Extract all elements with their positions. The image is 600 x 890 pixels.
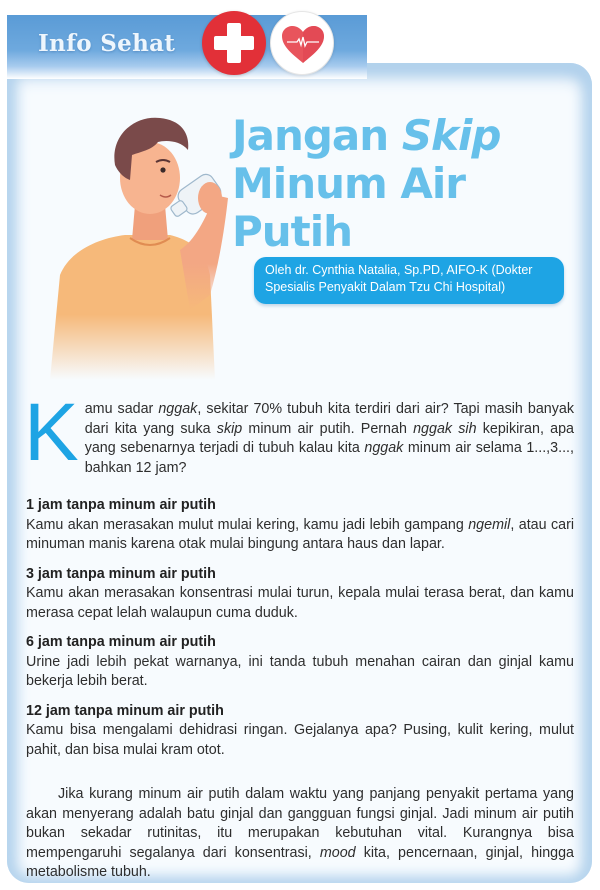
intro-paragraph: Kamu sadar nggak, sekitar 70% tubuh kita terdiri dari air? Tapi masih banyak dari kita yang suka skip minum air putih. Pernah nggak sih kepikiran, apa yang sebenarnya terjadi di tubuh kalau kita nggak minum air selama 1...,3..., bahkan 12 jam? xyxy=(24,387,574,478)
article-title: Jangan Skip Minum Air Putih xyxy=(232,111,501,256)
drop-cap: K xyxy=(24,387,79,478)
heart-pulse-icon xyxy=(270,11,334,75)
section-label: Info Sehat xyxy=(38,30,176,57)
section-body: Urine jadi lebih pekat warnanya, ini tanda tubuh menahan cairan dan ginjal kamu bekerja lebih berat. xyxy=(26,653,574,689)
section-heading: 3 jam tanpa minum air putih xyxy=(26,565,216,582)
section-body: Kamu akan merasakan konsentrasi mulai turun, kepala mulai terasa berat, dan kamu merasa cepat lelah walaupun cuma duduk. xyxy=(26,585,574,621)
section-heading: 1 jam tanpa minum air putih xyxy=(26,497,216,513)
closing-paragraph: Jika kurang minum air putih dalam waktu yang panjang penyakit pertama yang akan menyerang adalah batu ginjal dan gangguan fungsi ginjal. Jadi minum air putih bukan sekadar rutinitas, itu merupakan kebutuhan vital. Kurangnya bisa mempengaruhi segalanya dari konsentrasi, mood kita, pencernaan, ginjal, hingga metabolisme tubuh. xyxy=(26,786,575,880)
section-body: Kamu bisa mengalami dehidrasi ringan. Gejalanya apa? Pusing, kulit kering, mulut pahit, dan bisa mulai kram otot. xyxy=(26,722,574,758)
section-12-hours xyxy=(26,702,574,761)
article-body xyxy=(24,387,575,883)
section-body: Kamu akan merasakan mulut mulai kering, kamu jadi lebih gampang ngemil, atau cari minuman manis karena otak mulai bingung antara haus dan lapar. xyxy=(26,516,575,552)
section-6-hours xyxy=(26,633,574,692)
medical-cross-icon xyxy=(202,11,266,75)
author-byline: Oleh dr. Cynthia Natalia, Sp.PD, AIFO-K (Dokter Spesialis Penyakit Dalam Tzu Chi Hospital) xyxy=(254,257,564,304)
man-drinking-water-illustration xyxy=(40,110,260,380)
section-heading: 6 jam tanpa minum air putih xyxy=(26,634,216,650)
section-heading: 12 jam tanpa minum air putih xyxy=(26,702,224,719)
section-3-hours xyxy=(26,565,574,624)
section-1-hour xyxy=(26,496,574,555)
